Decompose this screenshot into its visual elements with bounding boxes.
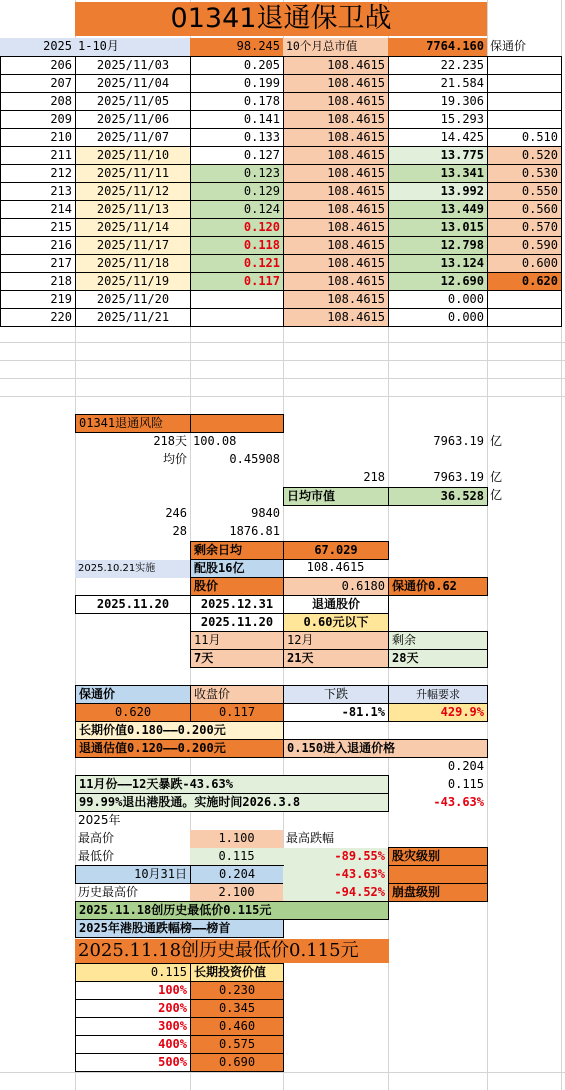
- cell-r[interactable]: 13.341: [388, 164, 488, 183]
- cell-v[interactable]: 108.4615: [283, 110, 389, 129]
- sum-head-rise[interactable]: 升幅要求: [388, 685, 488, 704]
- cell-p[interactable]: 0.560: [487, 200, 562, 219]
- cell-n[interactable]: 217: [0, 254, 76, 273]
- oct-value[interactable]: 0.204: [190, 865, 284, 884]
- invest-pct[interactable]: 500%: [75, 1053, 191, 1072]
- risk-total2[interactable]: 7963.19: [433, 470, 484, 484]
- cell-date[interactable]: 2025/11/10: [75, 146, 191, 165]
- low-label: 最低价: [78, 849, 115, 863]
- high-label: 最高价: [78, 831, 115, 845]
- days-dec[interactable]: 21天: [283, 649, 389, 668]
- placement-value[interactable]: 108.4615: [306, 560, 365, 574]
- sum-drop-value[interactable]: -81.1%: [283, 703, 389, 722]
- keep-price-label[interactable]: 保通价0.62: [388, 577, 488, 596]
- cell-r[interactable]: 13.449: [388, 200, 488, 219]
- invest-base[interactable]: 0.115: [75, 963, 191, 982]
- gridline: [0, 342, 565, 343]
- cell-price[interactable]: 0.124: [190, 200, 284, 219]
- date1[interactable]: 2025.11.20: [75, 595, 191, 614]
- cell-p[interactable]: 0.510: [487, 128, 562, 147]
- cell-n[interactable]: 208: [0, 92, 76, 111]
- risk-v9840[interactable]: 9840: [251, 506, 280, 520]
- cell-price[interactable]: 0.127: [190, 146, 284, 165]
- cell-price[interactable]: 0.123: [190, 164, 284, 183]
- daily-label[interactable]: 日均市值: [283, 487, 389, 506]
- risk-n28[interactable]: 28: [172, 524, 187, 538]
- cell-price[interactable]: 0.120: [190, 218, 284, 237]
- cell-p[interactable]: 0.530: [487, 164, 562, 183]
- rank-title[interactable]: 2025年港股通跌幅榜——榜首: [75, 919, 284, 938]
- invest-value[interactable]: 0.575: [190, 1035, 284, 1054]
- cell-p[interactable]: [487, 308, 562, 327]
- cell-v[interactable]: 108.4615: [283, 146, 389, 165]
- risk-yi2: 亿: [490, 470, 503, 484]
- cell-p[interactable]: [487, 92, 562, 111]
- cell-v[interactable]: 108.4615: [283, 92, 389, 111]
- header-keep-price[interactable]: 保通价: [490, 39, 527, 53]
- cell-p[interactable]: [487, 74, 562, 93]
- record-banner[interactable]: 2025.11.18创历史最低价0.115元: [75, 939, 389, 963]
- cell-price[interactable]: 0.129: [190, 182, 284, 201]
- cell-n[interactable]: 216: [0, 236, 76, 255]
- cell-r[interactable]: 22.235: [388, 56, 488, 75]
- cell-price[interactable]: 0.121: [190, 254, 284, 273]
- low-value[interactable]: 0.115: [190, 848, 283, 866]
- risk-yi3: 亿: [490, 488, 503, 502]
- gridline: [0, 360, 565, 361]
- cell-price[interactable]: [190, 290, 284, 309]
- cell-date[interactable]: 2025/11/03: [75, 56, 191, 75]
- date2[interactable]: 2025.12.31: [190, 595, 284, 614]
- cell-date[interactable]: 2025/11/18: [75, 254, 191, 273]
- cell-price[interactable]: 0.118: [190, 236, 284, 255]
- month-nov[interactable]: 11月: [190, 631, 284, 650]
- risk-v1876[interactable]: 1876.81: [229, 524, 280, 538]
- oct-label[interactable]: 10月31日: [75, 865, 191, 884]
- cell-r[interactable]: 13.124: [388, 254, 488, 273]
- sheet-title: 01341退通保卫战: [75, 2, 487, 36]
- delist-price-label[interactable]: 退通股价: [283, 595, 389, 614]
- cell-price[interactable]: 0.117: [190, 272, 284, 291]
- cell-date[interactable]: 2025/11/05: [75, 92, 191, 111]
- cell-n[interactable]: 218: [0, 272, 76, 291]
- cell-v[interactable]: 108.4615: [283, 164, 389, 183]
- sum-close-value[interactable]: 0.117: [190, 703, 284, 722]
- cell-r[interactable]: 13.992: [388, 182, 488, 201]
- placement-label[interactable]: 配股16亿: [190, 559, 284, 578]
- cell-v[interactable]: 108.4615: [283, 200, 389, 219]
- cell-v[interactable]: 108.4615: [283, 254, 389, 273]
- low-drop[interactable]: -89.55%: [283, 848, 388, 866]
- header-total-label[interactable]: 10个月总市值: [283, 38, 388, 56]
- cell-date[interactable]: 2025/11/21: [75, 308, 191, 327]
- cell-n[interactable]: 215: [0, 218, 76, 237]
- price-label[interactable]: 股价: [190, 577, 284, 596]
- cell-v[interactable]: 108.4615: [283, 56, 389, 75]
- days-remaining[interactable]: 28天: [388, 649, 488, 668]
- exit-note[interactable]: 99.99%退出港股通。实施时间2026.3.8: [75, 793, 389, 812]
- invest-pct[interactable]: 100%: [75, 981, 191, 1000]
- entry-price[interactable]: 0.150进入退通价格: [283, 739, 488, 758]
- sum-head-close[interactable]: 收盘价: [190, 685, 284, 704]
- cell-p[interactable]: [487, 290, 562, 309]
- cell-n[interactable]: 210: [0, 128, 76, 147]
- risk-v1[interactable]: 100.08: [193, 434, 237, 448]
- invest-value[interactable]: 0.690: [190, 1053, 284, 1072]
- below-price[interactable]: 0.60元以下: [283, 613, 389, 632]
- cell-r[interactable]: 21.584: [388, 74, 488, 93]
- cell-date[interactable]: 2025/11/13: [75, 200, 191, 219]
- remain-label[interactable]: 剩余日均: [190, 541, 284, 560]
- invest-value[interactable]: 0.460: [190, 1017, 284, 1036]
- hist-drop[interactable]: -94.52%: [283, 884, 388, 902]
- invest-pct[interactable]: 200%: [75, 999, 191, 1018]
- invest-pct[interactable]: 300%: [75, 1017, 191, 1036]
- disaster-label[interactable]: 股灾级别: [388, 847, 488, 866]
- cell-v[interactable]: 108.4615: [283, 236, 389, 255]
- invest-value[interactable]: 0.345: [190, 999, 284, 1018]
- crash-note[interactable]: 11月份——12天暴跌-43.63%: [75, 775, 389, 794]
- cell-n[interactable]: 219: [0, 290, 76, 309]
- sum-head-drop[interactable]: 下跌: [283, 685, 389, 704]
- crash-level[interactable]: 崩盘级别: [388, 883, 488, 902]
- cell-n[interactable]: 213: [0, 182, 76, 201]
- cell-r[interactable]: 13.775: [388, 146, 488, 165]
- risk-yi1: 亿: [490, 434, 503, 448]
- record-low[interactable]: 2025.11.18创历史最低价0.115元: [75, 901, 389, 920]
- risk-days[interactable]: 218天: [153, 434, 187, 448]
- cell-v[interactable]: 108.4615: [283, 272, 389, 291]
- risk-n246[interactable]: 246: [165, 506, 187, 520]
- hist-label: 历史最高价: [78, 885, 139, 899]
- cell-r[interactable]: 14.425: [388, 128, 488, 147]
- cell-r[interactable]: 0.000: [388, 290, 488, 309]
- cell-p[interactable]: 0.600: [487, 254, 562, 273]
- avg-label: 均价: [162, 452, 187, 466]
- remain-value[interactable]: 67.029: [283, 541, 389, 560]
- cell-n[interactable]: 211: [0, 146, 76, 165]
- risk-title[interactable]: 01341退通风险: [75, 414, 191, 433]
- oct-drop[interactable]: -43.63%: [283, 866, 388, 884]
- header-period[interactable]: 1-10月: [75, 38, 190, 56]
- sum-head-keep[interactable]: 保通价: [75, 685, 191, 704]
- cell-n[interactable]: 212: [0, 164, 76, 183]
- price-value[interactable]: 0.6180: [283, 577, 389, 596]
- cell-n[interactable]: 209: [0, 110, 76, 129]
- disaster-pad: [388, 865, 488, 884]
- cell-v[interactable]: 108.4615: [283, 74, 389, 93]
- cell-r[interactable]: 0.000: [388, 308, 488, 327]
- cell-r[interactable]: 13.015: [388, 218, 488, 237]
- gridline: [0, 396, 565, 397]
- days-nov[interactable]: 7天: [190, 649, 284, 668]
- cell-v[interactable]: 108.4615: [283, 218, 389, 237]
- cell-price[interactable]: 0.205: [190, 56, 284, 75]
- cell-v[interactable]: 108.4615: [283, 182, 389, 201]
- impl-date[interactable]: 2025.10.21实施: [75, 560, 190, 578]
- invest-value[interactable]: 0.230: [190, 981, 284, 1000]
- cell-p[interactable]: 0.620: [487, 272, 562, 291]
- cell-price[interactable]: 0.141: [190, 110, 284, 129]
- value-0115[interactable]: 0.115: [447, 777, 484, 791]
- cell-date[interactable]: 2025/11/07: [75, 128, 191, 147]
- cell-date[interactable]: 2025/11/14: [75, 218, 191, 237]
- header-sum[interactable]: 98.245: [190, 38, 283, 56]
- value-0204[interactable]: 0.204: [447, 759, 484, 773]
- month-dec[interactable]: 12月: [283, 631, 389, 650]
- header-total[interactable]: 7764.160: [388, 38, 487, 56]
- cell-date[interactable]: 2025/11/12: [75, 182, 191, 201]
- cell-n[interactable]: 220: [0, 308, 76, 327]
- cell-date[interactable]: 2025/11/19: [75, 272, 191, 291]
- cell-price[interactable]: [190, 308, 284, 327]
- cell-n[interactable]: 206: [0, 56, 76, 75]
- sum-keep-value[interactable]: 0.620: [75, 703, 191, 722]
- cell-price[interactable]: 0.133: [190, 128, 284, 147]
- stats-year: 2025年: [78, 813, 121, 827]
- cell-p[interactable]: [487, 110, 562, 129]
- cell-v[interactable]: 108.4615: [283, 308, 389, 327]
- cell-price[interactable]: 0.199: [190, 74, 284, 93]
- cell-date[interactable]: 2025/11/11: [75, 164, 191, 183]
- cell-r[interactable]: 12.690: [388, 272, 488, 291]
- cell-v[interactable]: 108.4615: [283, 290, 389, 309]
- cell-v[interactable]: 108.4615: [283, 128, 389, 147]
- cell-date[interactable]: 2025/11/04: [75, 74, 191, 93]
- risk-n218[interactable]: 218: [363, 470, 385, 484]
- invest-pct[interactable]: 400%: [75, 1035, 191, 1054]
- cell-date[interactable]: 2025/11/20: [75, 290, 191, 309]
- cell-p[interactable]: [487, 56, 562, 75]
- cell-n[interactable]: 214: [0, 200, 76, 219]
- exit-pct[interactable]: -43.63%: [433, 795, 484, 809]
- cell-r[interactable]: 12.798: [388, 236, 488, 255]
- cell-p[interactable]: 0.590: [487, 236, 562, 255]
- gridline: [0, 378, 565, 379]
- cell-price[interactable]: 0.178: [190, 92, 284, 111]
- avg-value[interactable]: 0.45908: [229, 452, 280, 466]
- long-term-value[interactable]: 长期价值0.180——0.200元: [75, 721, 284, 740]
- gridline: [0, 1072, 565, 1073]
- high-value[interactable]: 1.100: [190, 830, 283, 848]
- remaining[interactable]: 剩余: [388, 631, 488, 650]
- risk-title-pad: [190, 414, 284, 433]
- delist-estimate[interactable]: 退通估值0.120——0.200元: [75, 739, 284, 758]
- daily-value[interactable]: 36.528: [388, 487, 488, 506]
- header-year[interactable]: 2025: [0, 38, 75, 56]
- cell-r[interactable]: 15.293: [388, 110, 488, 129]
- invest-label[interactable]: 长期投资价值: [190, 963, 284, 982]
- date3[interactable]: 2025.11.20: [190, 613, 284, 632]
- high-drop-label: 最高跌幅: [286, 831, 335, 845]
- cell-r[interactable]: 19.306: [388, 92, 488, 111]
- risk-total1[interactable]: 7963.19: [433, 434, 484, 448]
- cell-n[interactable]: 207: [0, 74, 76, 93]
- cell-p[interactable]: 0.570: [487, 218, 562, 237]
- cell-p[interactable]: 0.520: [487, 146, 562, 165]
- sum-rise-value[interactable]: 429.9%: [388, 703, 488, 722]
- cell-date[interactable]: 2025/11/17: [75, 236, 191, 255]
- cell-p[interactable]: 0.550: [487, 182, 562, 201]
- cell-date[interactable]: 2025/11/06: [75, 110, 191, 129]
- hist-value[interactable]: 2.100: [190, 884, 283, 902]
